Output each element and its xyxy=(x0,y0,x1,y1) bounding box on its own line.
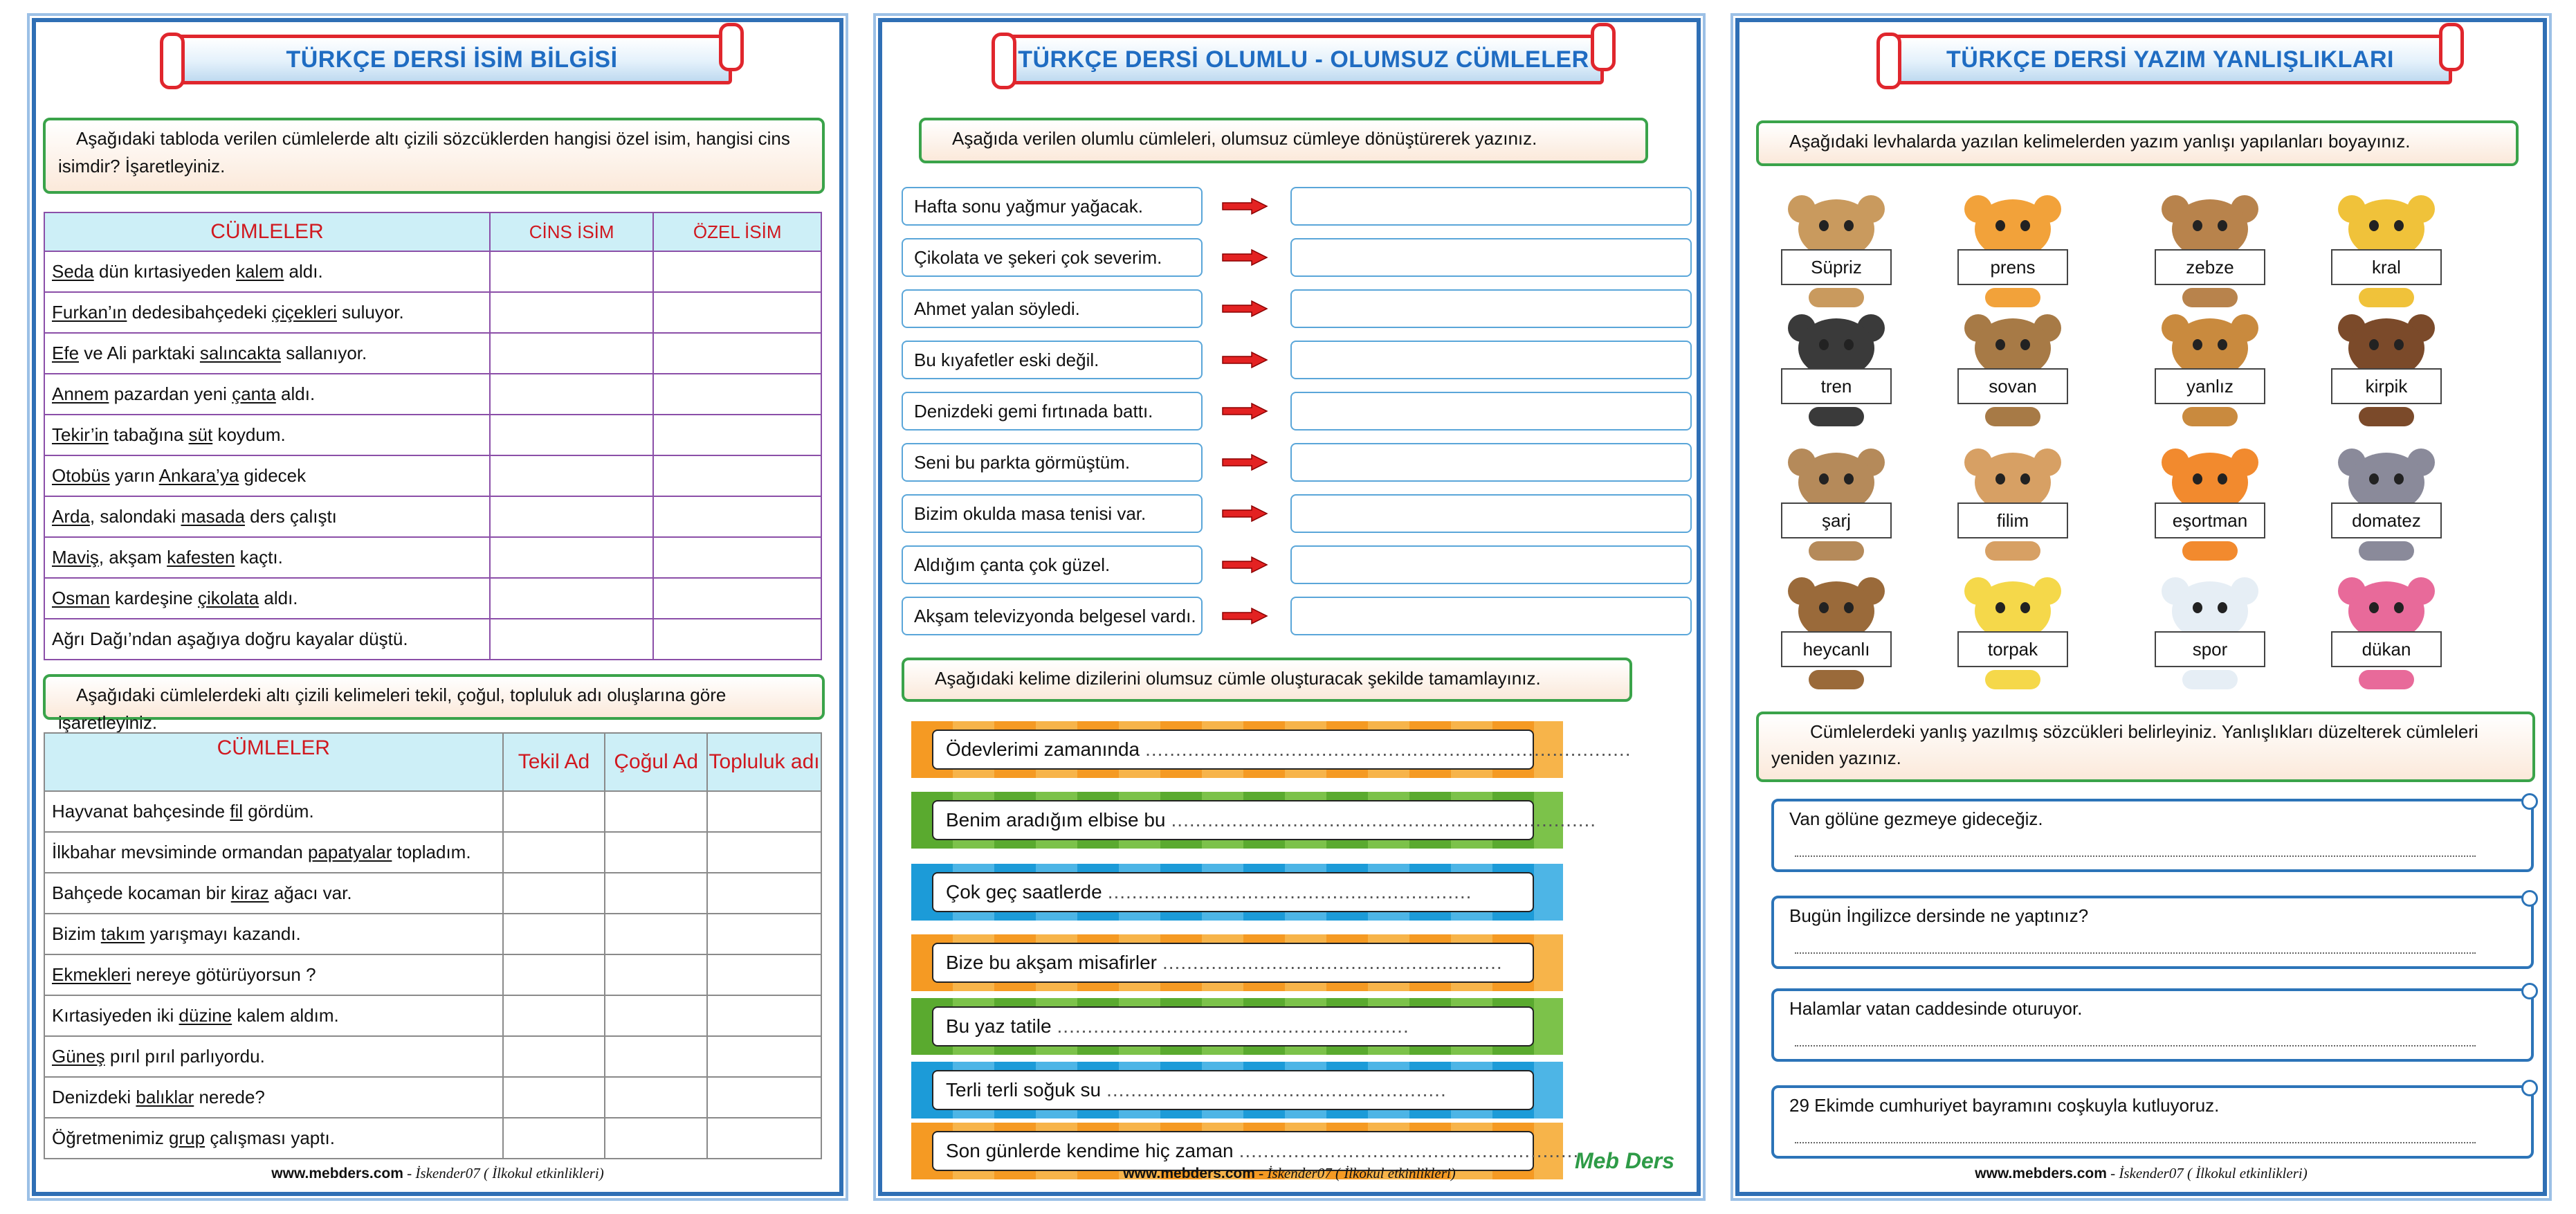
table-row xyxy=(44,619,821,660)
sentence-cell xyxy=(44,832,503,873)
animal-sign-donkey[interactable] xyxy=(1767,453,1906,570)
logo-text: Meb Ders xyxy=(1574,1148,1674,1173)
completion-field[interactable] xyxy=(932,800,1597,840)
word-sign[interactable]: filim xyxy=(1957,502,2068,538)
underlined-word: fil xyxy=(230,801,244,822)
right-arrow-icon xyxy=(1221,249,1268,266)
strip-text: Benim aradığım elbise bu xyxy=(946,809,1166,831)
sentence-text: dün kırtasiyeden xyxy=(93,261,236,282)
dotted-answer-line: .......................................................... xyxy=(1057,1015,1409,1037)
cins-isim-mark-cell[interactable] xyxy=(490,415,654,455)
instruction-text-2: Aşağıdaki cümlelerdeki altı çizili kelimeleri tekil, çoğul, topluluk adı oluşlarına göre işaretleyiniz. xyxy=(58,685,727,733)
topluluk-mark-cell[interactable] xyxy=(707,1118,821,1159)
sentence-text: Ağrı Dağı’ndan aşağıya doğru kayalar düştü. xyxy=(52,628,408,649)
sentence-text: Denizdeki xyxy=(52,1087,136,1107)
right-arrow-icon xyxy=(1221,198,1268,215)
table-row xyxy=(44,578,821,619)
word-sign[interactable]: tren xyxy=(1781,368,1892,404)
tekil-mark-cell[interactable] xyxy=(503,873,605,914)
isim-table xyxy=(44,212,822,660)
col-header-tekil: Tekil Ad xyxy=(503,733,605,791)
col-header-cins-isim: CİNS İSİM xyxy=(490,212,654,251)
dotted-answer-line: ...................................................................... xyxy=(1171,809,1597,831)
topluluk-mark-cell[interactable] xyxy=(707,914,821,954)
completion-field[interactable] xyxy=(932,730,1632,770)
sentence-text: aldı. xyxy=(284,261,323,282)
sentence-text: aldı. xyxy=(259,588,298,608)
table-row xyxy=(44,954,821,995)
underlined-word: Güneş xyxy=(52,1046,105,1067)
underlined-word: Maviş xyxy=(52,547,99,568)
incorrect-sentence: Halamlar vatan caddesinde oturuyor. xyxy=(1789,998,2083,1019)
olumsuz-answer-field[interactable] xyxy=(1290,341,1692,379)
col-header-cumleler: CÜMLELER xyxy=(44,212,490,251)
sentence-text: ders çalıştı xyxy=(244,506,337,527)
sentence-text: gidecek xyxy=(239,465,307,486)
olumsuz-answer-field[interactable] xyxy=(1290,443,1692,482)
instruction-text: Aşağıdaki levhalarda yazılan kelimelerden yazım yanlışı yapılanları boyayınız. xyxy=(1789,131,2411,152)
tekil-mark-cell[interactable] xyxy=(503,995,605,1036)
underlined-word: Efe xyxy=(52,343,80,363)
olumlu-sentence: Seni bu parkta görmüştüm. xyxy=(902,443,1203,482)
dotted-answer-line: ............................................................ xyxy=(1107,881,1472,903)
cogul-mark-cell[interactable] xyxy=(605,995,707,1036)
strip-text: Son günlerde kendime hiç zaman xyxy=(946,1140,1234,1161)
completion-strip xyxy=(911,792,1597,849)
ozel-isim-mark-cell[interactable] xyxy=(653,251,821,292)
word-sign[interactable]: şarj xyxy=(1781,502,1892,538)
olumsuz-answer-field[interactable] xyxy=(1290,494,1692,533)
sentence-text: çalışması yaptı. xyxy=(205,1127,335,1148)
cins-isim-mark-cell[interactable] xyxy=(490,374,654,415)
underlined-word: grup xyxy=(169,1127,205,1148)
word-sign[interactable]: kral xyxy=(2331,249,2442,285)
cins-isim-mark-cell[interactable] xyxy=(490,496,654,537)
olumlu-sentence: Denizdeki gemi fırtınada battı. xyxy=(902,392,1203,431)
sentence-text: kalem aldım. xyxy=(232,1005,339,1026)
sentence-text: topladım. xyxy=(392,842,471,862)
olumlu-sentence: Akşam televizyonda belgesel vardı. xyxy=(902,597,1203,635)
sentence-cell xyxy=(44,496,490,537)
word-sign[interactable]: dükan xyxy=(2331,631,2442,667)
table-row xyxy=(44,873,821,914)
sentence-text: tabağına xyxy=(108,424,189,445)
right-arrow-icon xyxy=(1221,505,1268,522)
word-sign[interactable]: sovan xyxy=(1957,368,2068,404)
correction-box[interactable] xyxy=(1771,799,2534,872)
ozel-isim-mark-cell[interactable] xyxy=(653,619,821,660)
instruction-box xyxy=(1756,120,2519,166)
animal-sign-deer[interactable] xyxy=(2141,199,2279,317)
page-title-banner xyxy=(172,35,732,84)
completion-field[interactable] xyxy=(932,943,1534,983)
sentence-text: nerede? xyxy=(194,1087,265,1107)
answer-line[interactable] xyxy=(1795,855,2476,857)
sentence-text: ağacı var. xyxy=(268,882,352,903)
underlined-word: Arda xyxy=(52,506,90,527)
word-sign[interactable]: zebze xyxy=(2155,249,2265,285)
table-row xyxy=(44,1036,821,1077)
footer-site[interactable]: www.mebders.com xyxy=(1975,1166,2107,1181)
dotted-answer-line: ........................................................ xyxy=(1162,952,1503,973)
table-row xyxy=(44,292,821,333)
animal-sign-owls[interactable] xyxy=(1944,318,2082,436)
underlined-word: Ankara’ya xyxy=(158,465,239,486)
sentence-text: suluyor. xyxy=(336,302,404,323)
answer-line[interactable] xyxy=(1795,1142,2476,1143)
sentence-cell xyxy=(44,619,490,660)
ozel-isim-mark-cell[interactable] xyxy=(653,333,821,374)
underlined-word: süt xyxy=(188,424,213,445)
table-row xyxy=(44,1118,821,1159)
table-row xyxy=(44,455,821,496)
dotted-answer-line: ........................................................ xyxy=(1106,1079,1447,1100)
sentence-text: Kırtasiyeden iki xyxy=(52,1005,179,1026)
olumlu-sentence: Ahmet yalan söyledi. xyxy=(902,289,1203,328)
tekil-mark-cell[interactable] xyxy=(503,914,605,954)
footer-site[interactable]: www.mebders.com xyxy=(1123,1166,1255,1181)
underlined-word: salıncakta xyxy=(199,343,281,363)
instruction-text-2: Cümlelerdeki yanlış yazılmış sözcükleri belirleyiniz. Yanlışlıkları düzelterek cümleleri yeniden yazınız. xyxy=(1771,721,2478,768)
animal-sign-giraffe[interactable] xyxy=(2317,199,2456,317)
right-arrow-icon xyxy=(1221,352,1268,368)
sentence-cell xyxy=(44,1036,503,1077)
word-sign[interactable]: domatez xyxy=(2331,502,2442,538)
sentence-text: , salondaki xyxy=(89,506,181,527)
table-row xyxy=(44,1077,821,1118)
sentence-cell xyxy=(44,1077,503,1118)
page-title: TÜRKÇE DERSİ YAZIM YANLIŞLIKLARI xyxy=(1946,46,2394,73)
underlined-word: kafesten xyxy=(167,547,235,568)
cogul-mark-cell[interactable] xyxy=(605,954,707,995)
animal-sign-penguin[interactable] xyxy=(1767,318,1906,436)
worksheet-yazim-yanlisliklari xyxy=(1735,18,2547,1196)
cins-isim-mark-cell[interactable] xyxy=(490,292,654,333)
tekil-mark-cell[interactable] xyxy=(503,1077,605,1118)
strip-text: Çok geç saatlerde xyxy=(946,881,1102,903)
instruction-box-2 xyxy=(1756,712,2535,782)
underlined-word: Furkan’ın xyxy=(52,302,127,323)
underlined-word: Seda xyxy=(52,261,94,282)
sentence-text: dedesibahçedeki xyxy=(127,302,272,323)
completion-strip xyxy=(911,934,1563,991)
sentence-text: pazardan yeni xyxy=(109,383,232,404)
correction-box[interactable] xyxy=(1771,1085,2534,1159)
sentence-text: , akşam xyxy=(98,547,167,568)
underlined-word: Ekmekleri xyxy=(52,964,131,985)
dotted-answer-line: ........................................................ xyxy=(1239,1140,1580,1161)
sentence-cell xyxy=(44,374,490,415)
sentence-cell xyxy=(44,537,490,578)
completion-strip xyxy=(911,1062,1563,1118)
footer xyxy=(882,1165,1697,1182)
animal-sign-mouse[interactable] xyxy=(2141,581,2279,699)
sentence-text: İlkbahar mevsiminde ormandan xyxy=(52,842,308,862)
sentence-text: yarın xyxy=(109,465,159,486)
word-sign[interactable]: eşortman xyxy=(2155,502,2265,538)
cogul-mark-cell[interactable] xyxy=(605,873,707,914)
tekil-mark-cell[interactable] xyxy=(503,1036,605,1077)
footer-author: - İskender07 ( İlkokul etkinlikleri) xyxy=(2106,1165,2308,1181)
strip-text: Ödevlerimi zamanında xyxy=(946,739,1140,760)
underlined-word: Tekir’in xyxy=(52,424,109,445)
instruction-box-2 xyxy=(902,658,1632,702)
sentence-text: pırıl pırıl parlıyordu. xyxy=(104,1046,265,1067)
incorrect-sentence: Van gölüne gezmeye gideceğiz. xyxy=(1789,808,2043,829)
animal-sign-rabbit[interactable] xyxy=(2317,453,2456,570)
instruction-box xyxy=(43,118,825,194)
topluluk-mark-cell[interactable] xyxy=(707,873,821,914)
table-row xyxy=(44,251,821,292)
underlined-word: kiraz xyxy=(230,882,269,903)
tekil-cogul-table xyxy=(44,732,822,1159)
sentence-text: sallanıyor. xyxy=(280,343,367,363)
underlined-word: papatyalar xyxy=(307,842,392,862)
animal-sign-dog[interactable] xyxy=(2141,318,2279,436)
cogul-mark-cell[interactable] xyxy=(605,914,707,954)
olumsuz-answer-field[interactable] xyxy=(1290,289,1692,328)
scroll-pin-icon xyxy=(2521,793,2538,810)
word-sign[interactable]: torpak xyxy=(1957,631,2068,667)
strip-text: Terli terli soğuk su xyxy=(946,1079,1102,1100)
animal-sign-horse[interactable] xyxy=(2317,318,2456,436)
word-sign[interactable]: kirpik xyxy=(2331,368,2442,404)
scroll-pin-icon xyxy=(2521,983,2538,999)
tekil-mark-cell[interactable] xyxy=(503,954,605,995)
word-sign[interactable]: heycanlı xyxy=(1781,631,1892,667)
topluluk-mark-cell[interactable] xyxy=(707,1036,821,1077)
olumsuz-answer-field[interactable] xyxy=(1290,597,1692,635)
right-arrow-icon xyxy=(1221,300,1268,317)
sentence-cell xyxy=(44,1118,503,1159)
completion-strip xyxy=(911,998,1563,1055)
footer-site[interactable]: www.mebders.com xyxy=(271,1166,403,1181)
sentence-cell xyxy=(44,914,503,954)
cins-isim-mark-cell[interactable] xyxy=(490,333,654,374)
underlined-word: çikolata xyxy=(198,588,259,608)
animal-sign-lion[interactable] xyxy=(1944,199,2082,317)
footer-author: - İskender07 ( İlkokul etkinlikleri) xyxy=(1254,1165,1456,1181)
ozel-isim-mark-cell[interactable] xyxy=(653,415,821,455)
animal-sign-dog[interactable] xyxy=(1767,199,1906,317)
cogul-mark-cell[interactable] xyxy=(605,1036,707,1077)
sentence-cell xyxy=(44,333,490,374)
dotted-answer-line: ................................................................................ xyxy=(1145,739,1632,760)
sentence-text: Hayvanat bahçesinde xyxy=(52,801,230,822)
page-title-banner xyxy=(1003,35,1604,84)
incorrect-sentence: 29 Ekimde cumhuriyet bayramını coşkuyla kutluyoruz. xyxy=(1789,1095,2220,1116)
animal-sign-tiger[interactable] xyxy=(2141,453,2279,570)
ozel-isim-mark-cell[interactable] xyxy=(653,537,821,578)
sentence-text: koydum. xyxy=(212,424,286,445)
right-arrow-icon xyxy=(1221,608,1268,624)
scroll-pin-icon xyxy=(2521,890,2538,907)
tekil-mark-cell[interactable] xyxy=(503,832,605,873)
cogul-mark-cell[interactable] xyxy=(605,791,707,832)
sentence-cell xyxy=(44,455,490,496)
underlined-word: kalem xyxy=(235,261,284,282)
olumsuz-answer-field[interactable] xyxy=(1290,392,1692,431)
sentence-text: aldı. xyxy=(275,383,316,404)
sentence-cell xyxy=(44,251,490,292)
table-row xyxy=(44,537,821,578)
page-title: TÜRKÇE DERSİ İSİM BİLGİSİ xyxy=(286,46,618,73)
page-title-banner xyxy=(1888,35,2452,84)
underlined-word: çiçekleri xyxy=(272,302,337,323)
table-row xyxy=(44,995,821,1036)
footer xyxy=(36,1165,839,1182)
table-row xyxy=(44,496,821,537)
sentence-text: kardeşine xyxy=(109,588,198,608)
instruction-box-2 xyxy=(43,674,825,733)
col-header-cumleler-2: CÜMLELER xyxy=(44,733,503,791)
olumsuz-answer-field[interactable] xyxy=(1290,238,1692,277)
underlined-word: çanta xyxy=(232,383,276,404)
ozel-isim-mark-cell[interactable] xyxy=(653,578,821,619)
sentence-cell xyxy=(44,791,503,832)
answer-line[interactable] xyxy=(1795,952,2476,954)
olumsuz-answer-field[interactable] xyxy=(1290,187,1692,226)
sentence-text: gördüm. xyxy=(243,801,314,822)
olumlu-sentence: Bu kıyafetler eski değil. xyxy=(902,341,1203,379)
sentence-text: nereye götürüyorsun ? xyxy=(131,964,316,985)
cogul-mark-cell[interactable] xyxy=(605,832,707,873)
strip-text: Bize bu akşam misafirler xyxy=(946,952,1157,973)
table-row xyxy=(44,791,821,832)
olumsuz-answer-field[interactable] xyxy=(1290,545,1692,584)
topluluk-mark-cell[interactable] xyxy=(707,791,821,832)
olumlu-sentence: Çikolata ve şekeri çok severim. xyxy=(902,238,1203,277)
completion-field[interactable] xyxy=(932,1070,1534,1110)
correction-box[interactable] xyxy=(1771,896,2534,969)
cins-isim-mark-cell[interactable] xyxy=(490,619,654,660)
completion-strip xyxy=(911,721,1632,778)
sentence-cell xyxy=(44,995,503,1036)
cogul-mark-cell[interactable] xyxy=(605,1118,707,1159)
completion-strip xyxy=(911,864,1563,921)
animal-sign-bee[interactable] xyxy=(1944,581,2082,699)
sentence-text: ve Ali parktaki xyxy=(79,343,200,363)
sentence-text: Öğretmenimiz xyxy=(52,1127,170,1148)
sentence-text: Bizim xyxy=(52,923,101,944)
instruction-text: Aşağıdaki tabloda verilen cümlelerde altı çizili sözcüklerden hangisi özel isim, hangisi cins isimdir? İşaretleyiniz. xyxy=(58,128,790,176)
sentence-text: Bahçede kocaman bir xyxy=(52,882,231,903)
worksheet-isim-bilgisi xyxy=(32,18,843,1196)
sentence-cell xyxy=(44,873,503,914)
table-row xyxy=(44,832,821,873)
word-sign[interactable]: Süpriz xyxy=(1781,249,1892,285)
col-header-ozel-isim: ÖZEL İSİM xyxy=(653,212,821,251)
ozel-isim-mark-cell[interactable] xyxy=(653,374,821,415)
ozel-isim-mark-cell[interactable] xyxy=(653,455,821,496)
topluluk-mark-cell[interactable] xyxy=(707,954,821,995)
animal-sign-beaver[interactable] xyxy=(1767,581,1906,699)
underlined-word: masada xyxy=(181,506,245,527)
cins-isim-mark-cell[interactable] xyxy=(490,578,654,619)
underlined-word: balıklar xyxy=(136,1087,194,1107)
topluluk-mark-cell[interactable] xyxy=(707,832,821,873)
worksheet-olumlu-olumsuz xyxy=(878,18,1701,1196)
word-sign[interactable]: prens xyxy=(1957,249,2068,285)
sentence-text: kaçtı. xyxy=(235,547,283,568)
scroll-pin-icon xyxy=(2521,1080,2538,1096)
olumlu-sentence: Bizim okulda masa tenisi var. xyxy=(902,494,1203,533)
topluluk-mark-cell[interactable] xyxy=(707,995,821,1036)
underlined-word: takım xyxy=(100,923,145,944)
page-title: TÜRKÇE DERSİ OLUMLU - OLUMSUZ CÜMLELER xyxy=(1018,46,1589,73)
instruction-text: Aşağıda verilen olumlu cümleleri, olumsuz cümleye dönüştürerek yazınız. xyxy=(952,128,1537,149)
olumlu-sentence: Hafta sonu yağmur yağacak. xyxy=(902,187,1203,226)
table-row xyxy=(44,914,821,954)
underlined-word: Annem xyxy=(52,383,109,404)
right-arrow-icon xyxy=(1221,556,1268,573)
olumlu-sentence: Aldığım çanta çok güzel. xyxy=(902,545,1203,584)
tekil-mark-cell[interactable] xyxy=(503,1118,605,1159)
cins-isim-mark-cell[interactable] xyxy=(490,251,654,292)
animal-sign-bear[interactable] xyxy=(1944,453,2082,570)
word-sign[interactable]: spor xyxy=(2155,631,2265,667)
animal-sign-butterfly[interactable] xyxy=(2317,581,2456,699)
incorrect-sentence: Bugün İngilizce dersinde ne yaptınız? xyxy=(1789,905,2089,926)
cogul-mark-cell[interactable] xyxy=(605,1077,707,1118)
underlined-word: düzine xyxy=(179,1005,232,1026)
right-arrow-icon xyxy=(1221,403,1268,419)
table-row xyxy=(44,374,821,415)
strip-text: Bu yaz tatile xyxy=(946,1015,1052,1037)
ozel-isim-mark-cell[interactable] xyxy=(653,496,821,537)
sentence-cell xyxy=(44,292,490,333)
completion-field[interactable] xyxy=(932,1006,1534,1047)
underlined-word: Osman xyxy=(52,588,110,608)
cins-isim-mark-cell[interactable] xyxy=(490,455,654,496)
col-header-topluluk: Topluluk adı xyxy=(707,733,821,791)
instruction-text-2: Aşağıdaki kelime dizilerini olumsuz cümle oluşturacak şekilde tamamlayınız. xyxy=(935,668,1541,689)
topluluk-mark-cell[interactable] xyxy=(707,1077,821,1118)
instruction-box xyxy=(919,118,1648,163)
sentence-cell xyxy=(44,578,490,619)
cins-isim-mark-cell[interactable] xyxy=(490,537,654,578)
table-row xyxy=(44,415,821,455)
word-sign[interactable]: yanlız xyxy=(2155,368,2265,404)
footer-author: - İskender07 ( İlkokul etkinlikleri) xyxy=(403,1165,604,1181)
answer-line[interactable] xyxy=(1795,1045,2476,1047)
completion-field[interactable] xyxy=(932,872,1534,912)
footer xyxy=(1739,1165,2543,1182)
tekil-mark-cell[interactable] xyxy=(503,791,605,832)
right-arrow-icon xyxy=(1221,454,1268,471)
col-header-cogul: Çoğul Ad xyxy=(605,733,707,791)
correction-box[interactable] xyxy=(1771,988,2534,1062)
underlined-word: Otobüs xyxy=(52,465,110,486)
sentence-text: yarışmayı kazandı. xyxy=(145,923,301,944)
sentence-cell xyxy=(44,954,503,995)
table-row xyxy=(44,333,821,374)
ozel-isim-mark-cell[interactable] xyxy=(653,292,821,333)
sentence-cell xyxy=(44,415,490,455)
